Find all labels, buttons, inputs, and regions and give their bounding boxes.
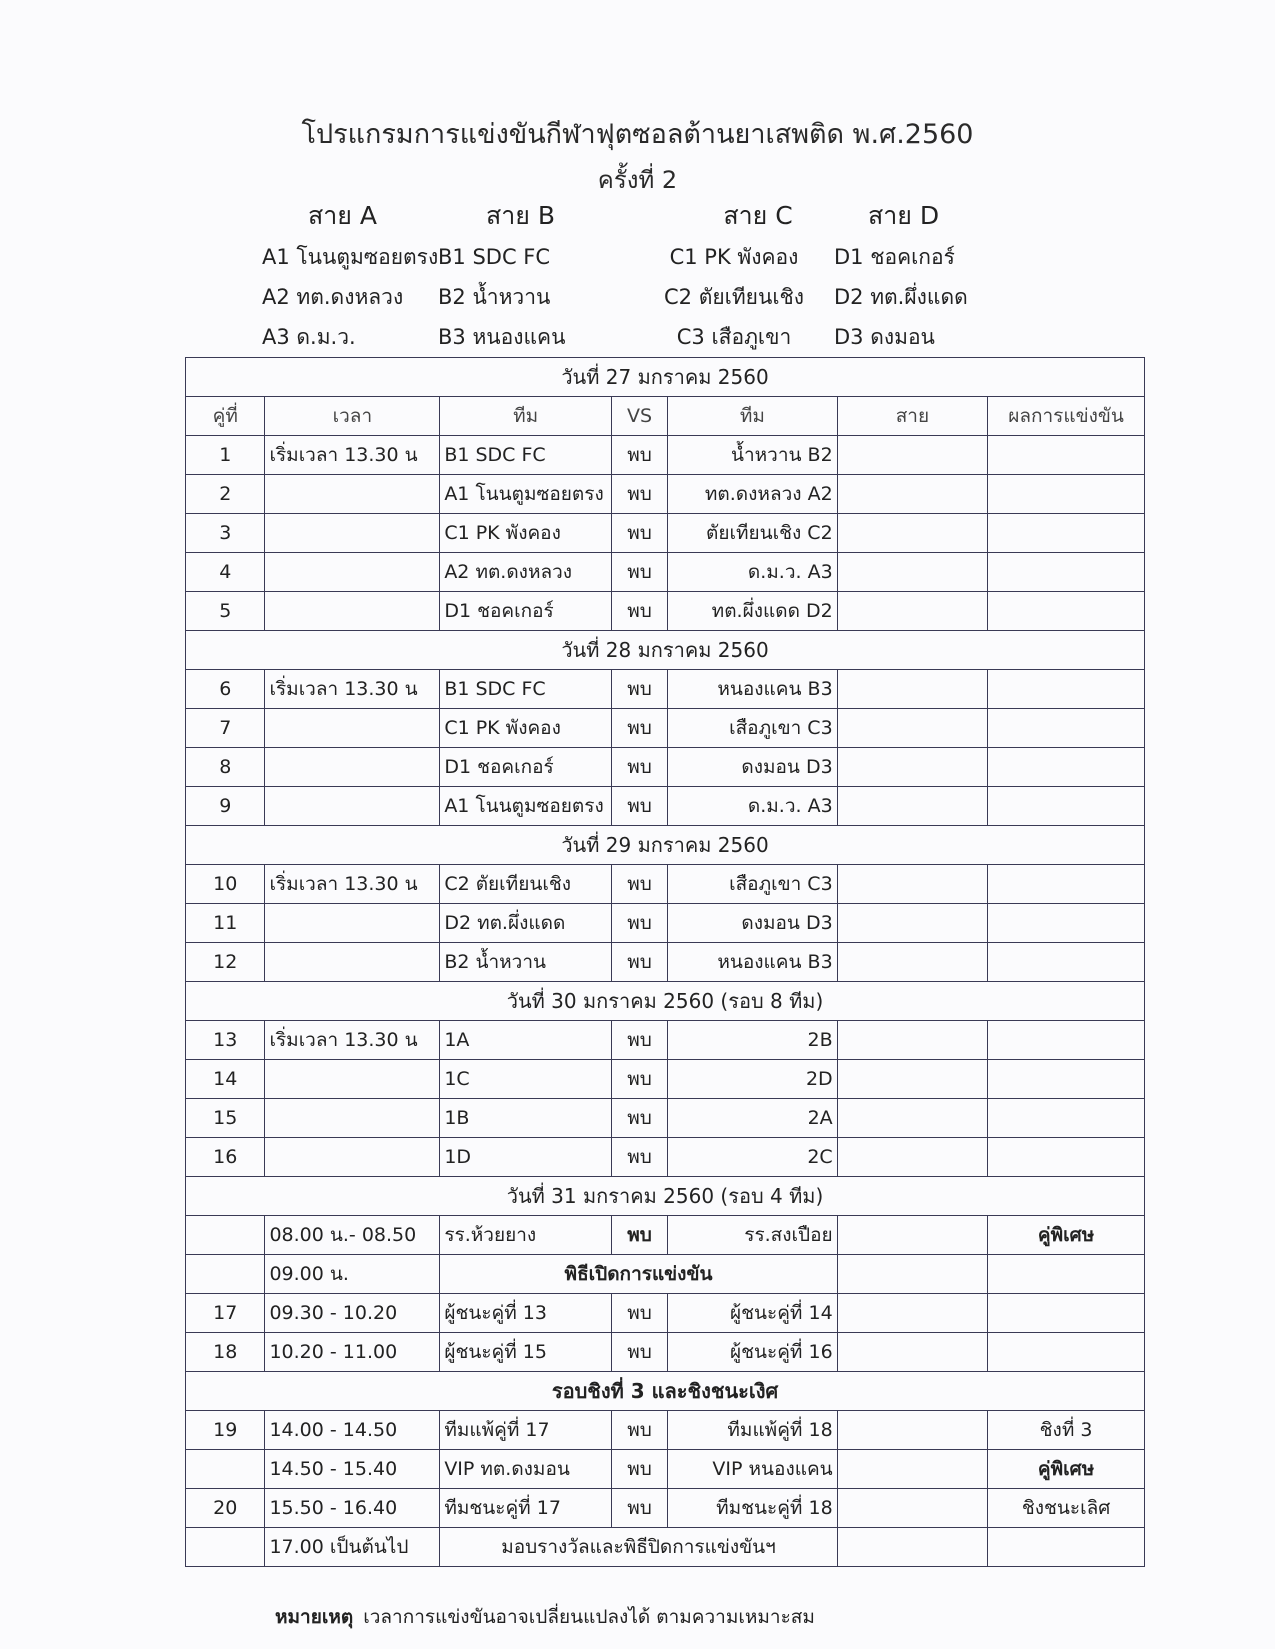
match-row [186, 943, 1145, 982]
match-row [186, 865, 1145, 904]
match-row [186, 709, 1145, 748]
match-time: 14.00 - 14.50 [265, 1411, 440, 1450]
match-row [186, 514, 1145, 553]
match-result [988, 670, 1145, 709]
match-group [837, 1294, 987, 1333]
match-no: 5 [186, 592, 265, 631]
team-2: ดงมอน D3 [668, 904, 838, 943]
match-time: 10.20 - 11.00 [265, 1333, 440, 1372]
team-1: B1 SDC FC [440, 670, 612, 709]
match-result: ชิงชนะเลิศ [988, 1489, 1145, 1528]
match-no: 11 [186, 904, 265, 943]
team-1: D1 ชอคเกอร์ [440, 592, 612, 631]
match-group [837, 865, 987, 904]
match-group [837, 436, 987, 475]
match-time [265, 709, 440, 748]
versus: พบ [611, 1333, 667, 1372]
match-row [186, 1333, 1145, 1372]
group-c-team: C2 ตัยเทียนเชิง [664, 285, 805, 309]
match-group [837, 943, 987, 982]
match-group [837, 1255, 987, 1294]
versus: พบ [611, 1450, 667, 1489]
match-no: 14 [186, 1060, 265, 1099]
match-time [265, 514, 440, 553]
group-b-heading: สาย B [486, 201, 556, 230]
team-2: ทีมชนะคู่ที่ 18 [668, 1489, 838, 1528]
match-no: 9 [186, 787, 265, 826]
match-no: 18 [186, 1333, 265, 1372]
match-no: 16 [186, 1138, 265, 1177]
group-c-team: C3 เสือภูเขา [676, 325, 792, 349]
match-time: เริ่มเวลา 13.30 น [265, 865, 440, 904]
team-1: ผู้ชนะคู่ที่ 15 [440, 1333, 612, 1372]
match-no: 13 [186, 1021, 265, 1060]
match-group [837, 1060, 987, 1099]
footnote [275, 1602, 815, 1632]
team-1: C1 PK พังคอง [440, 709, 612, 748]
team-2: รร.สงเปือย [668, 1216, 838, 1255]
team-1: 1C [440, 1060, 612, 1099]
match-no: 17 [186, 1294, 265, 1333]
date-header-row [186, 826, 1145, 865]
match-no: 2 [186, 475, 265, 514]
team-1: B2 น้ำหวาน [440, 943, 612, 982]
match-result [988, 748, 1145, 787]
match-no: 12 [186, 943, 265, 982]
team-2: ตัยเทียนเชิง C2 [668, 514, 838, 553]
versus: พบ [611, 709, 667, 748]
team-2: ทต.ดงหลวง A2 [668, 475, 838, 514]
match-row [186, 1099, 1145, 1138]
match-time: 08.00 น.- 08.50 [265, 1216, 440, 1255]
footnote-label: หมายเหตุ [275, 1606, 354, 1628]
team-2: เสือภูเขา C3 [668, 865, 838, 904]
group-b-team: B2 น้ำหวาน [438, 285, 551, 309]
match-result [988, 1333, 1145, 1372]
date-header: วันที่ 31 มกราคม 2560 (รอบ 4 ทีม) [186, 1177, 1145, 1216]
match-no [186, 1216, 265, 1255]
versus: พบ [611, 1294, 667, 1333]
match-time: 14.50 - 15.40 [265, 1450, 440, 1489]
match-group [837, 787, 987, 826]
versus: พบ [611, 436, 667, 475]
versus: พบ [611, 475, 667, 514]
group-a [262, 195, 438, 357]
match-row [186, 787, 1145, 826]
ceremony-time: 17.00 เป็นต้นไป [265, 1528, 440, 1567]
group-b-team: B3 หนองแคน [438, 325, 566, 349]
versus: พบ [611, 670, 667, 709]
match-time [265, 1060, 440, 1099]
match-row [186, 436, 1145, 475]
match-result [988, 1255, 1145, 1294]
team-2: 2C [668, 1138, 838, 1177]
team-2: 2D [668, 1060, 838, 1099]
team-1: 1D [440, 1138, 612, 1177]
versus: พบ [611, 748, 667, 787]
match-row [186, 1411, 1145, 1450]
match-time [265, 943, 440, 982]
footnote-text: เวลาการแข่งขันอาจเปลี่ยนแปลงได้ ตามความเหมาะสม [363, 1606, 815, 1628]
group-listing [262, 195, 982, 355]
match-group [837, 904, 987, 943]
team-1: D1 ชอคเกอร์ [440, 748, 612, 787]
final-header: รอบชิงที่ 3 และชิงชนะเงิศ [186, 1372, 1145, 1411]
match-no: 7 [186, 709, 265, 748]
team-2: เสือภูเขา C3 [668, 709, 838, 748]
match-row [186, 1138, 1145, 1177]
document-subtitle: ครั้งที่ 2 [597, 166, 678, 194]
match-no: 15 [186, 1099, 265, 1138]
versus: พบ [611, 1060, 667, 1099]
header-team-1: ทีม [440, 397, 612, 436]
group-c-team: C1 PK พังคอง [669, 245, 799, 269]
versus: พบ [611, 514, 667, 553]
match-group [837, 1099, 987, 1138]
match-result: ชิงที่ 3 [988, 1411, 1145, 1450]
date-header: วันที่ 29 มกราคม 2560 [186, 826, 1145, 865]
team-2: หนองแคน B3 [668, 670, 838, 709]
team-2: ดงมอน D3 [668, 748, 838, 787]
match-no [186, 1450, 265, 1489]
team-2: ผู้ชนะคู่ที่ 14 [668, 1294, 838, 1333]
team-1: ทีมชนะคู่ที่ 17 [440, 1489, 612, 1528]
date-header-row [186, 631, 1145, 670]
group-a-team: A2 ทต.ดงหลวง [262, 285, 404, 309]
ceremony-text: มอบรางวัลและพิธีปิดการแข่งขันฯ [440, 1528, 837, 1567]
match-group [837, 514, 987, 553]
ceremony-text: พิธีเปิดการแข่งขัน [440, 1255, 837, 1294]
header-team-2: ทีม [668, 397, 838, 436]
document-title: โปรแกรมการแข่งขันกีฬาฟุตซอลต้านยาเสพติด พ.ศ.2560 [301, 119, 974, 150]
team-1: A2 ทต.ดงหลวง [440, 553, 612, 592]
match-result [988, 709, 1145, 748]
match-no [186, 1255, 265, 1294]
team-2: ทต.ผึ่งแดด D2 [668, 592, 838, 631]
match-result [988, 943, 1145, 982]
group-b-team: B1 SDC FC [438, 245, 551, 269]
match-time [265, 748, 440, 787]
match-group [837, 1138, 987, 1177]
match-result [988, 1294, 1145, 1333]
group-d-team: D3 ดงมอน [834, 325, 935, 349]
date-header-row [186, 982, 1145, 1021]
team-2: ด.ม.ว. A3 [668, 553, 838, 592]
match-result [988, 514, 1145, 553]
match-row [186, 1450, 1145, 1489]
header-group: สาย [837, 397, 987, 436]
versus: พบ [611, 1411, 667, 1450]
column-header-row [186, 397, 1145, 436]
versus: พบ [611, 904, 667, 943]
match-group [837, 1489, 987, 1528]
match-time [265, 592, 440, 631]
header-vs: VS [611, 397, 667, 436]
group-c-heading: สาย C [723, 201, 793, 230]
match-result: คู่พิเศษ [988, 1216, 1145, 1255]
team-2: 2A [668, 1099, 838, 1138]
match-result [988, 1021, 1145, 1060]
team-1: 1A [440, 1021, 612, 1060]
match-no: 19 [186, 1411, 265, 1450]
final-header-row [186, 1372, 1145, 1411]
match-no: 10 [186, 865, 265, 904]
match-row [186, 1216, 1145, 1255]
header-match-no: คู่ที่ [186, 397, 265, 436]
team-1: ทีมแพ้คู่ที่ 17 [440, 1411, 612, 1450]
match-time: เริ่มเวลา 13.30 น [265, 1021, 440, 1060]
team-2: น้ำหวาน B2 [668, 436, 838, 475]
match-row [186, 1489, 1145, 1528]
match-time [265, 475, 440, 514]
match-row [186, 592, 1145, 631]
match-group [837, 1021, 987, 1060]
match-group [837, 592, 987, 631]
date-header: วันที่ 27 มกราคม 2560 [186, 358, 1145, 397]
ceremony-row [186, 1255, 1145, 1294]
match-row [186, 1060, 1145, 1099]
team-1: D2 ทต.ผึ่งแดด [440, 904, 612, 943]
match-row [186, 553, 1145, 592]
versus: พบ [611, 1489, 667, 1528]
date-header: วันที่ 28 มกราคม 2560 [186, 631, 1145, 670]
match-group [837, 475, 987, 514]
match-time [265, 1138, 440, 1177]
team-1: VIP ทต.ดงมอน [440, 1450, 612, 1489]
match-row [186, 904, 1145, 943]
match-group [837, 748, 987, 787]
group-d-heading: สาย D [868, 201, 940, 230]
match-group [837, 709, 987, 748]
match-no: 1 [186, 436, 265, 475]
match-group [837, 1450, 987, 1489]
match-result [988, 865, 1145, 904]
match-group [837, 1216, 987, 1255]
team-2: ด.ม.ว. A3 [668, 787, 838, 826]
match-result [988, 1138, 1145, 1177]
match-result [988, 787, 1145, 826]
team-1: A1 โนนตูมซอยตรง [440, 475, 612, 514]
match-time: เริ่มเวลา 13.30 น [265, 670, 440, 709]
match-result [988, 553, 1145, 592]
date-header-row [186, 358, 1145, 397]
match-result [988, 1099, 1145, 1138]
header-result: ผลการแข่งขัน [988, 397, 1145, 436]
header-time: เวลา [265, 397, 440, 436]
versus: พบ [611, 1216, 667, 1255]
versus: พบ [611, 1021, 667, 1060]
team-2: VIP หนองแคน [668, 1450, 838, 1489]
match-result [988, 592, 1145, 631]
match-row [186, 670, 1145, 709]
team-1: B1 SDC FC [440, 436, 612, 475]
match-time: 09.30 - 10.20 [265, 1294, 440, 1333]
date-header-row [186, 1177, 1145, 1216]
match-row [186, 1294, 1145, 1333]
match-no: 8 [186, 748, 265, 787]
group-a-team: A3 ด.ม.ว. [262, 325, 356, 349]
match-result: คู่พิเศษ [988, 1450, 1145, 1489]
versus: พบ [611, 553, 667, 592]
versus: พบ [611, 865, 667, 904]
match-group [837, 553, 987, 592]
team-2: หนองแคน B3 [668, 943, 838, 982]
team-1: C2 ตัยเทียนเชิง [440, 865, 612, 904]
versus: พบ [611, 592, 667, 631]
ceremony-row [186, 1528, 1145, 1567]
match-result [988, 1060, 1145, 1099]
group-a-heading: สาย A [308, 201, 377, 230]
match-no [186, 1528, 265, 1567]
match-result [988, 436, 1145, 475]
team-2: 2B [668, 1021, 838, 1060]
schedule-table [185, 357, 1145, 1567]
match-no: 20 [186, 1489, 265, 1528]
versus: พบ [611, 1138, 667, 1177]
match-group [837, 1528, 987, 1567]
versus: พบ [611, 943, 667, 982]
match-group [837, 670, 987, 709]
versus: พบ [611, 1099, 667, 1138]
match-time [265, 1099, 440, 1138]
team-2: ผู้ชนะคู่ที่ 16 [668, 1333, 838, 1372]
match-group [837, 1411, 987, 1450]
team-1: 1B [440, 1099, 612, 1138]
match-group [837, 1333, 987, 1372]
versus: พบ [611, 787, 667, 826]
match-time: เริ่มเวลา 13.30 น [265, 436, 440, 475]
team-1: C1 PK พังคอง [440, 514, 612, 553]
match-no: 6 [186, 670, 265, 709]
group-d-team: D1 ชอคเกอร์ [834, 245, 955, 269]
team-2: ทีมแพ้คู่ที่ 18 [668, 1411, 838, 1450]
ceremony-time: 09.00 น. [265, 1255, 440, 1294]
match-no: 3 [186, 514, 265, 553]
match-row [186, 748, 1145, 787]
match-time: 15.50 - 16.40 [265, 1489, 440, 1528]
team-1: A1 โนนตูมซอยตรง [440, 787, 612, 826]
match-time [265, 787, 440, 826]
group-b [438, 195, 565, 357]
match-time [265, 553, 440, 592]
match-time [265, 904, 440, 943]
team-1: รร.ห้วยยาง [440, 1216, 612, 1255]
group-a-team: A1 โนนตูมซอยตรง [262, 245, 439, 269]
team-1: ผู้ชนะคู่ที่ 13 [440, 1294, 612, 1333]
match-result [988, 475, 1145, 514]
date-header: วันที่ 30 มกราคม 2560 (รอบ 8 ทีม) [186, 982, 1145, 1021]
group-d-team: D2 ทต.ผึ่งแดด [834, 285, 968, 309]
match-row [186, 475, 1145, 514]
match-result [988, 1528, 1145, 1567]
group-c [664, 195, 804, 357]
match-row [186, 1021, 1145, 1060]
group-d [834, 195, 968, 357]
match-result [988, 904, 1145, 943]
match-no: 4 [186, 553, 265, 592]
